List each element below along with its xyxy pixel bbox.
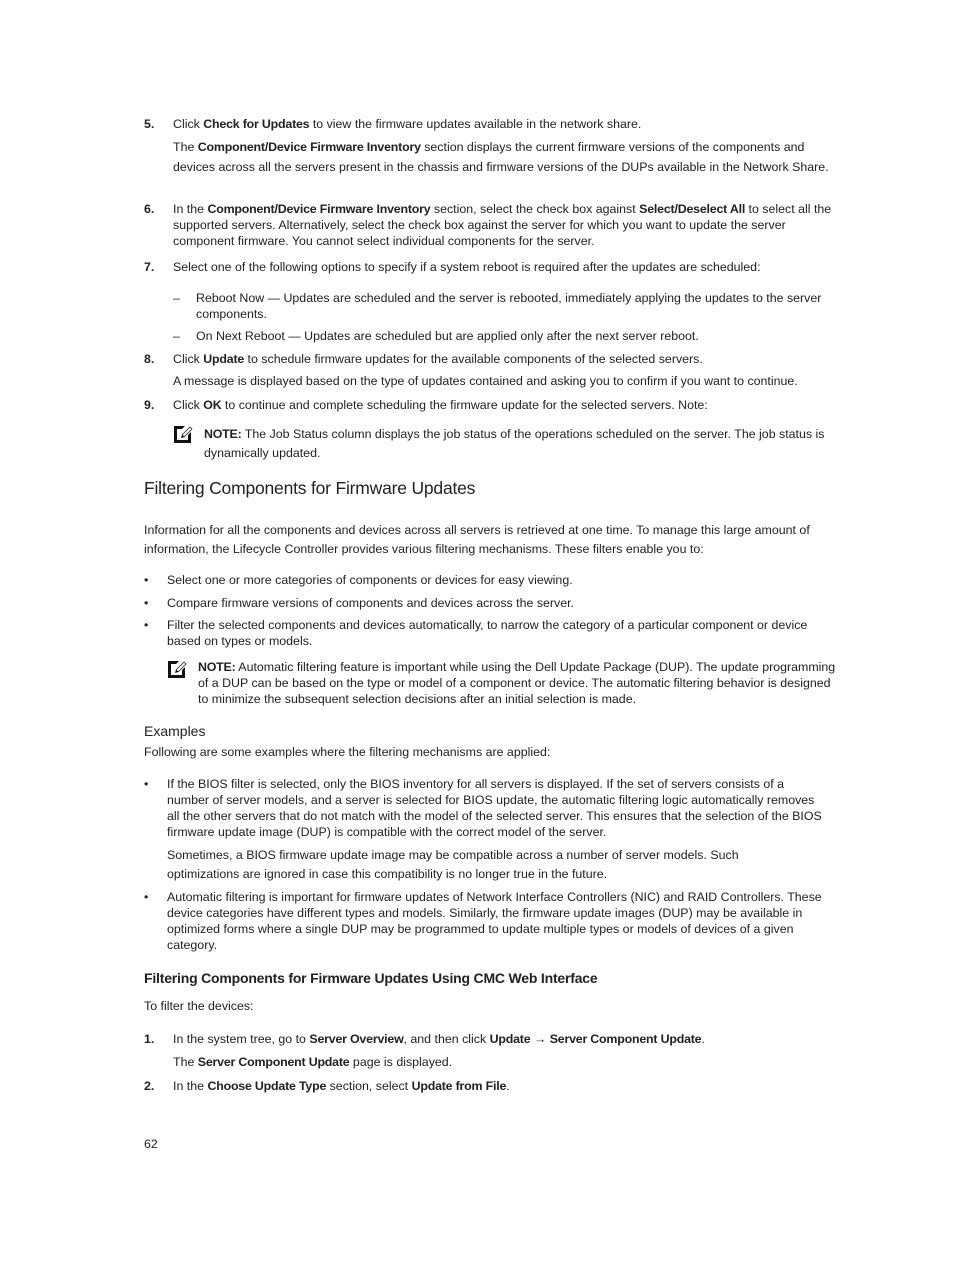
cmc-step-2-text: In the Choose Update Type section, select Update from File. [173, 1079, 510, 1093]
intro-paragraph: Information for all the components and devices across all servers is retrieved at one time. To manage this large amount of information, the Lifecycle Controller provides various filtering mechanisms. These filters enable you to: [144, 523, 810, 556]
bullet-marker: • [144, 618, 149, 632]
step-5-text: Click Check for Updates to view the firmware updates available in the network share. [173, 117, 642, 131]
example-bullet-bios: If the BIOS filter is selected, only the BIOS inventory for all servers is displayed. If the set of servers consists of a number of server models, and a server is selected for BIOS update, the automatic filtering logic automatically removes all the other servers that do not match with the model of the selected server. This ensures that the selection of the BIOS firmware update image (DUP) is compatible with the correct model of the server. [167, 777, 822, 839]
ui-term: Update [203, 352, 245, 366]
step-8-message: A message is displayed based on the type of updates contained and asking you to confirm if you want to continue. [173, 374, 798, 388]
note-automatic-filtering [198, 659, 838, 707]
note-text: The Job Status column displays the job status of the operations scheduled on the server. The job status is dynamically updated. [204, 427, 825, 460]
step-number: 8. [144, 352, 155, 366]
reboot-option-next: On Next Reboot — Updates are scheduled but are applied only after the next server reboot. [196, 329, 699, 343]
ui-term: Component/Device Firmware Inventory [197, 140, 421, 154]
ui-term: Server Component Update [549, 1032, 702, 1046]
page-number: 62 [144, 1137, 158, 1151]
bullet-marker: • [144, 596, 149, 610]
subsection-heading-examples: Examples [144, 723, 206, 739]
ui-term: Component/Device Firmware Inventory [207, 202, 431, 216]
ui-term: Choose Update Type [207, 1079, 327, 1093]
ui-term: Update [489, 1032, 531, 1046]
example-bios-note: Sometimes, a BIOS firmware update image may be compatible across a number of server models. Such optimizations are ignored in case this compatibility is no longer true in the future. [167, 848, 739, 881]
cmc-step-1-text: In the system tree, go to Server Overview, and then click Update → Server Component Update. [173, 1032, 705, 1046]
step-number: 7. [144, 260, 155, 274]
ui-term: Server Overview [309, 1032, 404, 1046]
ui-term: OK [203, 398, 222, 412]
ui-term: Server Component Update [197, 1055, 350, 1069]
filter-bullet: Select one or more categories of components or devices for easy viewing. [167, 573, 573, 587]
dash-marker: – [173, 291, 180, 305]
pencil-note-icon [167, 659, 187, 679]
section-heading-filtering: Filtering Components for Firmware Updates [144, 478, 476, 498]
example-bullet-nic-raid: Automatic filtering is important for firmware updates of Network Interface Controllers (NIC) and RAID Controllers. These device categories have different types and models. Similarly, the firmware update images (DUP) may be available in optimized forms where a single DUP may be programmed to update multiple types or models of devices of a given category. [167, 890, 822, 952]
subsection-heading-cmc: Filtering Components for Firmware Updates Using CMC Web Interface [144, 970, 598, 986]
bullet-marker: • [144, 573, 149, 587]
cmc-step-1-result: The Server Component Update page is displayed. [173, 1055, 453, 1069]
step-number: 2. [144, 1079, 155, 1093]
ui-term: Select/Deselect All [639, 202, 746, 216]
step-7-text: Select one of the following options to specify if a system reboot is required after the updates are scheduled: [173, 260, 761, 274]
step-number: 9. [144, 398, 155, 412]
ui-term: Check for Updates [203, 117, 310, 131]
step-number: 5. [144, 117, 155, 131]
step-9-text: Click OK to continue and complete scheduling the firmware update for the selected servers. Note: [173, 398, 708, 412]
step-number: 6. [144, 202, 155, 216]
bullet-marker: • [144, 890, 149, 904]
examples-intro: Following are some examples where the filtering mechanisms are applied: [144, 745, 551, 759]
dash-marker: – [173, 329, 180, 343]
step-5-description: The Component/Device Firmware Inventory section displays the current firmware versions of the components and devices across all the servers present in the chassis and firmware versions of the DUPs available in the Network Share. [173, 140, 829, 174]
bullet-marker: • [144, 777, 149, 791]
step-6-text: In the Component/Device Firmware Inventory section, select the check box against Select/Deselect All to select all the supported servers. Alternatively, select the check box against the server for which you want to update the server component firmware. You cannot select individual components for the server. [173, 202, 832, 248]
step-8-text: Click Update to schedule firmware updates for the available components of the selected servers. [173, 352, 703, 366]
pencil-note-icon [173, 424, 193, 444]
note-label: NOTE: [204, 427, 242, 441]
note-job-status [204, 425, 844, 463]
filter-bullet: Compare firmware versions of components and devices across the server. [167, 596, 575, 610]
ui-term: Update from File [411, 1079, 507, 1093]
step-number: 1. [144, 1032, 155, 1046]
note-label: NOTE: [198, 660, 236, 674]
filter-bullet: Filter the selected components and devices automatically, to narrow the category of a particular component or device based on types or models. [167, 618, 808, 648]
cmc-intro: To filter the devices: [144, 999, 254, 1013]
reboot-option-now: Reboot Now — Updates are scheduled and the server is rebooted, immediately applying the updates to the server components. [196, 291, 822, 321]
note-text: Automatic filtering feature is important while using the Dell Update Package (DUP). The update programming of a DUP can be based on the type or model of a component or device. The automatic filtering behavior is designed to minimize the subsequent selection decisions after an initial selection is made. [198, 660, 836, 706]
